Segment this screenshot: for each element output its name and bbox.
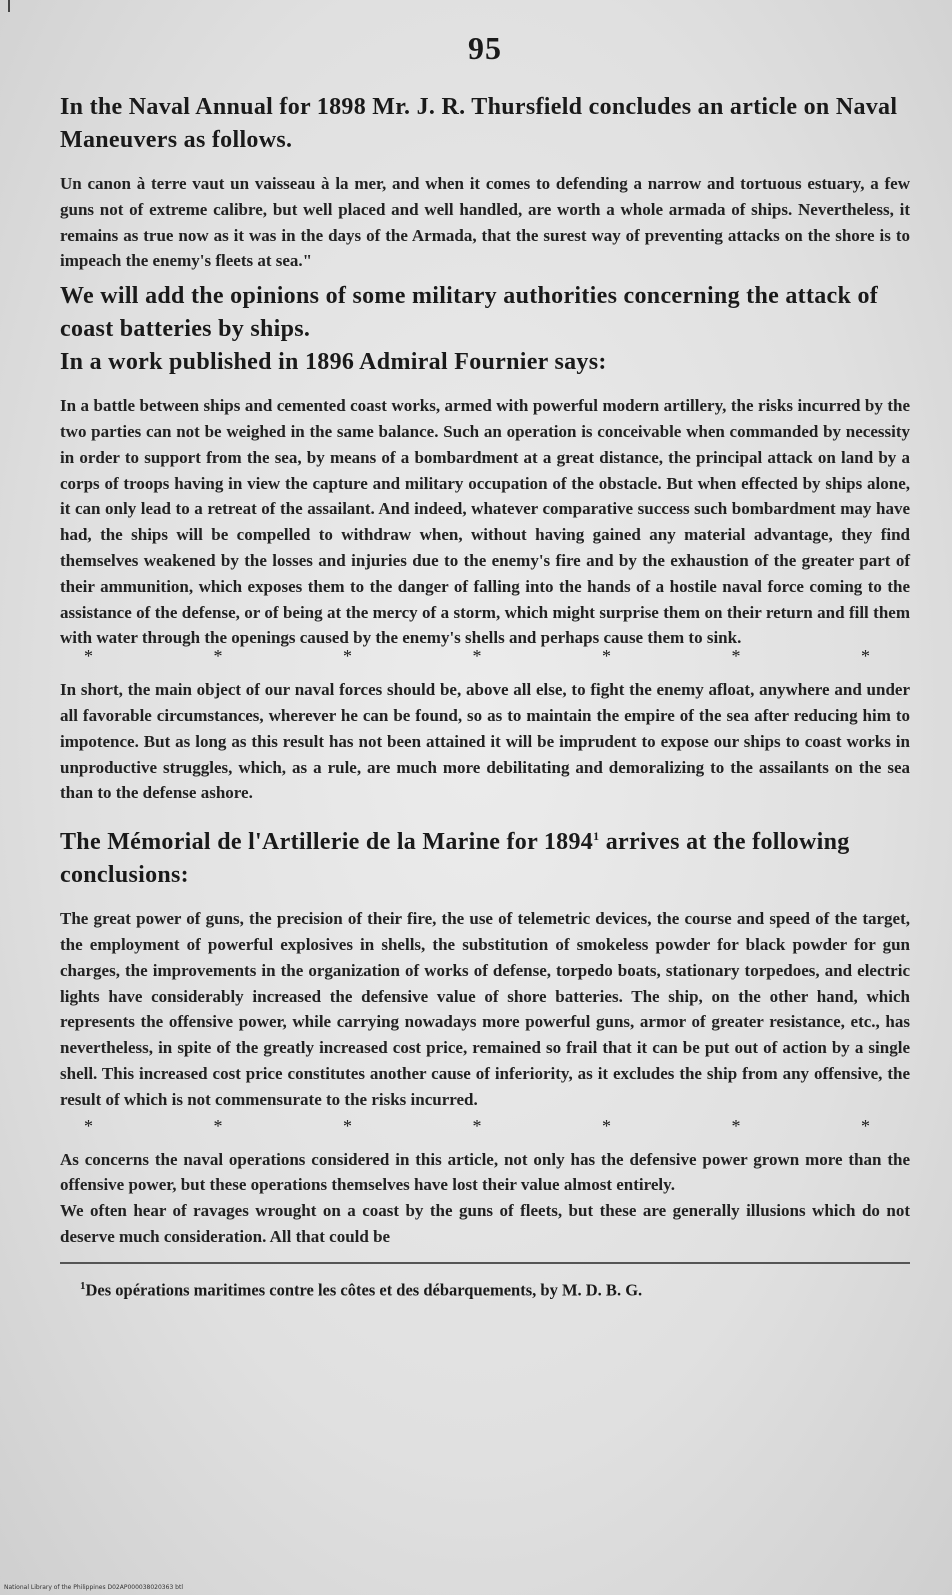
- ravages-paragraph: We often hear of ravages wrought on a coast by the guns of fleets, but these are generally illusions which do not deserve much consideration. All that could be: [60, 1201, 910, 1246]
- memorial-quote: The great power of guns, the precision of their fire, the use of telemetric devices, the course and speed of the target, the employment of powerful explosives in shells, the substitution of smokeless powder for black powder for gun charges, the improvements in the organization of works of defense, torpedo boats, stationary torpedoes, and electric lights have considerably increased the defensive value of shore batteries. The ship, on the other hand, which represents the offensive power, while carrying nowadays more powerful guns, armor of greater resistance, etc., has nevertheless, in spite of the greatly increased cost price, remained so frail that it can be put out of action by a single shell. This increased cost price constitutes another cause of inferiority, as it excludes the ship from any offensive, the result of which is not commensurate to the risks incurred.: [60, 909, 910, 1109]
- ellipsis-stars: [60, 1115, 910, 1141]
- star: *: [472, 646, 482, 667]
- star: *: [861, 646, 870, 667]
- star: *: [602, 646, 611, 667]
- star: *: [84, 1115, 93, 1136]
- star: *: [731, 1115, 741, 1136]
- memorial-intro: The Mémorial de l'Artillerie de la Marine for 1894$^1$ arrives at the following conclusions:: [60, 829, 850, 889]
- star: *: [343, 646, 352, 667]
- page-content: [60, 20, 910, 1302]
- intro-paragraph: In the Naval Annual for 1898 Mr. J. R. Thursfield concludes an article on Naval Maneuvers as follows.: [60, 94, 898, 153]
- star: *: [861, 1115, 870, 1136]
- ellipsis-stars: [60, 646, 910, 671]
- footnote-rule: [60, 1262, 910, 1264]
- footnote-marker: 1: [80, 1279, 86, 1292]
- footnote: [60, 1274, 910, 1303]
- star: *: [731, 646, 741, 667]
- fournier-intro: In a work published in 1896 Admiral Fournier says:: [60, 349, 607, 376]
- fournier-quote: In a battle between ships and cemented coast works, armed with powerful modern artillery, the risks incurred by the two parties can not be weighed in the same balance. Such an operation is conceivable when commanded by necessity in order to support from the sea, by means of a bombardment at a great distance, the principal attack on land by a corps of troops having in view the capture and military occupation of the obstacle. But when effected by ships alone, it can only lead to a retreat of the assailant. And indeed, whatever comparative success such bombardment may have had, the ships will be compelled to withdraw when, without having gained any material advantage, they find themselves weakened by the losses and injuries due to the enemy's fire and by the exhaustion of the greater part of their ammunition, which exposes them to the danger of falling into the hands of a hostile naval force coming to the assistance of the defense, or of being at the mercy of a storm, which might surprise them on their return and fill them with water through the openings caused by the enemy's shells and perhaps cause them to sink.: [60, 396, 910, 648]
- thursfield-quote: Un canon à terre vaut un vaisseau à la mer, and when it comes to defending a narrow and tortuous estuary, a few guns not of extreme calibre, but well placed and well handled, are worth a whole armada of ships. Nevertheless, it remains as true now as it was in the days of the Armada, that the surest way of preventing attacks on the shore is to impeach the enemy's fleets at sea.": [60, 174, 910, 271]
- star: *: [213, 1115, 223, 1136]
- star: *: [472, 1115, 482, 1136]
- star: *: [602, 1115, 611, 1136]
- star: *: [84, 646, 93, 667]
- margin-mark: [8, 0, 10, 12]
- footnote-text: Des opérations maritimes contre les côtes et des débarquements, by M. D. B. G.: [85, 1280, 643, 1300]
- library-imprint: National Library of the Philippines D02AP000038020363 btl: [4, 1584, 183, 1591]
- star: *: [343, 1115, 352, 1136]
- star: *: [213, 646, 223, 667]
- footnote-ref: 1: [593, 829, 600, 844]
- operations-paragraph: As concerns the naval operations considered in this article, not only has the defensive power grown more than the offensive power, but these operations themselves have lost their value almost entirely.: [60, 1149, 910, 1195]
- authorities-paragraph: We will add the opinions of some military authorities concerning the attack of coast batteries by ships.: [60, 283, 879, 343]
- fournier-conclusion: In short, the main object of our naval forces should be, above all else, to fight the enemy afloat, anywhere and under all favorable circumstances, wherever he can be found, so as to maintain the empire of the sea after reducing him to impotence. But as long as this result has not been attained it will be imprudent to expose our ships to coast works in unproductive struggles, which, as a rule, are much more debilitating and demoralizing to the assailants on the sea than to the defense ashore.: [60, 680, 910, 803]
- page-number: 95: [468, 30, 502, 66]
